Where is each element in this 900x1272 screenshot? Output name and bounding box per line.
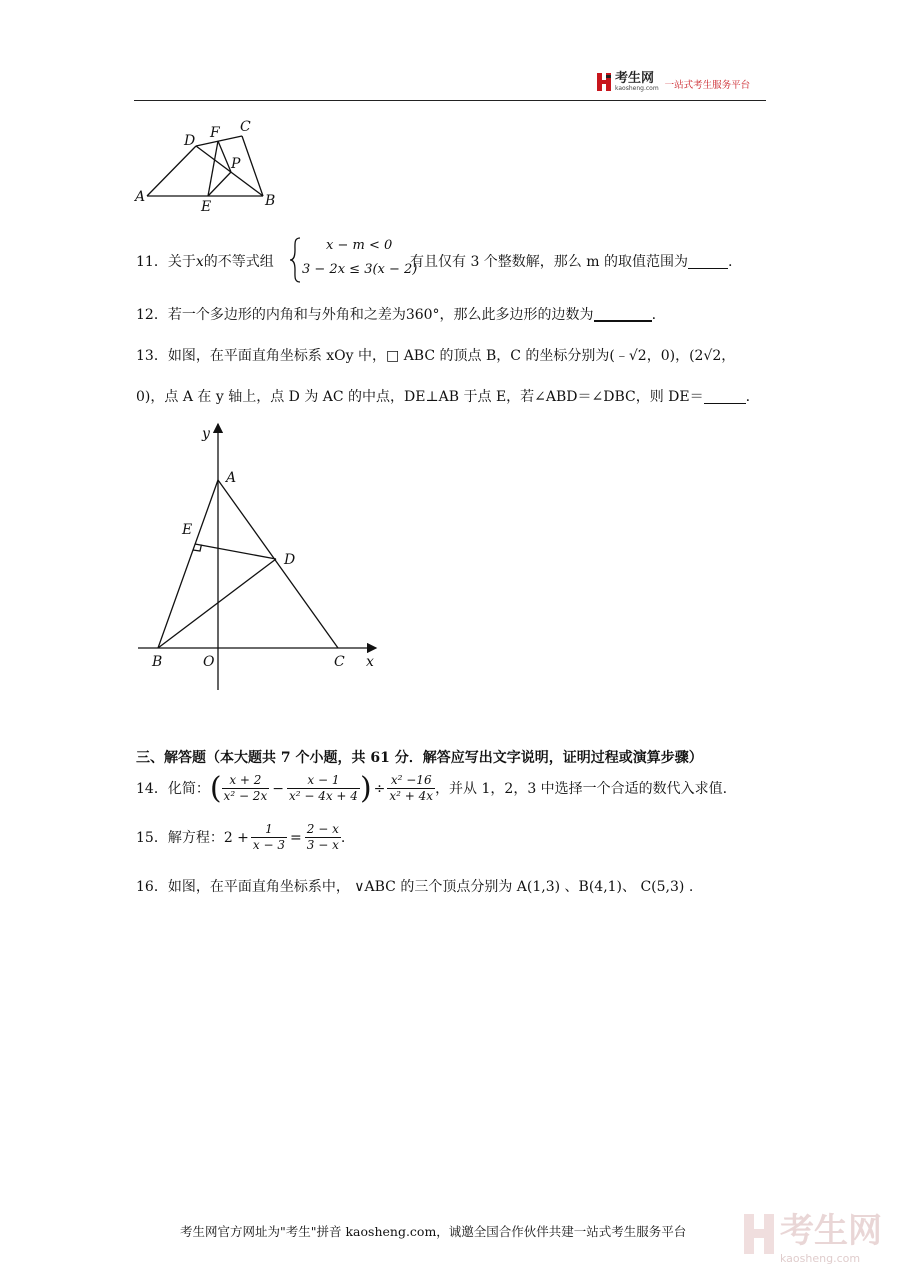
- q11-ineq-1: x − m < 0: [326, 238, 393, 253]
- watermark: [742, 1203, 882, 1265]
- q14-fraction-1: $\frac{x + 2}{\text{x² − 2x}}$: [223, 773, 268, 803]
- question-13-line-2: [136, 387, 750, 407]
- figure-coordinate-triangle: [130, 420, 400, 700]
- fig10-label-p: P: [231, 156, 241, 172]
- q15-pre: 解方程：: [167, 829, 224, 846]
- fig13-label-b: B: [152, 654, 163, 670]
- q11-post-line: [410, 252, 732, 272]
- q16-number: 16．: [136, 879, 168, 895]
- fig10-label-d: D: [184, 133, 196, 149]
- brand-slogan: 一站式考生服务平台: [664, 80, 751, 91]
- q13-line-1: 如图，在平面直角坐标系 xOy 中，□ ABC 的顶点 B，C 的坐标分别为(﹣√2，0)，(2√2，: [167, 348, 736, 364]
- q11-post: 有且仅有 3 个整数解，那么 m 的取值范围为: [410, 254, 688, 270]
- header-logo: [596, 72, 750, 92]
- q13-number: 13．: [136, 348, 168, 364]
- fig10-label-e: E: [201, 199, 212, 215]
- fig13-label-e: E: [182, 522, 193, 538]
- footer-text: 考生网官方网址为"考生"拼音 kaosheng.com，诚邀全国合作伙伴共建一站式考生服务平台: [180, 1224, 687, 1239]
- q12-end: .: [651, 307, 657, 323]
- q11-number: 11．: [136, 254, 168, 270]
- q14-fraction-2: $\frac{x - 1}{\text{x² − 4x + 4}}$: [288, 773, 358, 803]
- q15-lhs-int: 2 +: [223, 829, 249, 846]
- watermark-logo-icon: [742, 1212, 776, 1256]
- q11-ineq-2: 3 − 2x ≤ 3(x − 2): [302, 262, 418, 277]
- brand-logo-icon: [596, 72, 612, 92]
- question-13-line-1: [136, 346, 735, 366]
- fig13-label-o: O: [203, 654, 215, 670]
- q14-fraction-3: $\frac{\text{x² −16}}{\text{x² + 4x}}$: [389, 773, 434, 803]
- q11-end: .: [727, 254, 733, 270]
- q16-text: 如图，在平面直角坐标系中， ∨ABC 的三个顶点分别为 A(1,3) 、B(4,1)、 C(5,3) .: [167, 879, 694, 895]
- header-divider: [134, 100, 766, 101]
- q11-mid: 的不等式组: [203, 254, 274, 270]
- q11-blank: [688, 254, 728, 269]
- watermark-brand: 考生网: [780, 1211, 882, 1251]
- fig13-label-y: y: [202, 426, 210, 442]
- brace-icon: [288, 236, 302, 284]
- question-16: [136, 877, 693, 897]
- fig10-label-c: C: [240, 119, 251, 135]
- question-15: [136, 822, 345, 853]
- question-11: [136, 252, 274, 272]
- divide-icon: ÷: [373, 780, 386, 797]
- brand-name: 考生网: [615, 70, 655, 86]
- q11-system: [288, 236, 302, 288]
- question-12: [136, 305, 656, 325]
- q15-fraction-2: $\frac{2 - x}{3 - x}$: [306, 822, 339, 852]
- q12-blank: [594, 306, 652, 322]
- fig10-label-f: F: [210, 125, 220, 141]
- question-14: [136, 770, 728, 806]
- q13-end: .: [745, 389, 751, 405]
- q11-pre: 关于: [167, 254, 196, 270]
- q11-var: x: [195, 254, 204, 270]
- watermark-domain: kaosheng.com: [780, 1252, 861, 1265]
- q15-number: 15．: [136, 829, 168, 846]
- left-paren-icon: (: [209, 770, 222, 806]
- q13-line-2: 0)，点 A 在 y 轴上，点 D 为 AC 的中点，DE⊥AB 于点 E，若∠ABD＝∠DBC，则 DE＝: [136, 389, 704, 405]
- fig13-label-d: D: [284, 552, 296, 568]
- figure-quadrilateral: [130, 115, 300, 215]
- fig10-label-a: A: [135, 189, 146, 205]
- q14-number: 14．: [136, 780, 168, 797]
- section-3-title: 三、解答题（本大题共 7 个小题，共 61 分．解答应写出文字说明，证明过程或演算步骤）: [136, 750, 703, 766]
- q14-pre: 化简：: [167, 780, 210, 797]
- q15-end: .: [340, 829, 346, 846]
- q13-blank: [704, 389, 746, 404]
- fig13-label-a: A: [226, 470, 237, 486]
- q15-eq: =: [290, 829, 302, 846]
- brand-domain: kaosheng.com: [615, 84, 659, 92]
- fig13-label-c: C: [334, 654, 345, 670]
- right-paren-icon: ): [359, 770, 372, 806]
- fig10-label-b: B: [265, 193, 276, 209]
- fig13-label-x: x: [366, 654, 374, 670]
- q12-text: 若一个多边形的内角和与外角和之差为360°，那么此多边形的边数为: [167, 307, 594, 323]
- q15-fraction-1: $\frac{1}{x - 3}$: [252, 822, 286, 852]
- minus-icon: −: [272, 780, 284, 797]
- q14-post: ，并从 1，2，3 中选择一个合适的数代入求值.: [435, 780, 728, 797]
- q12-number: 12．: [136, 307, 168, 323]
